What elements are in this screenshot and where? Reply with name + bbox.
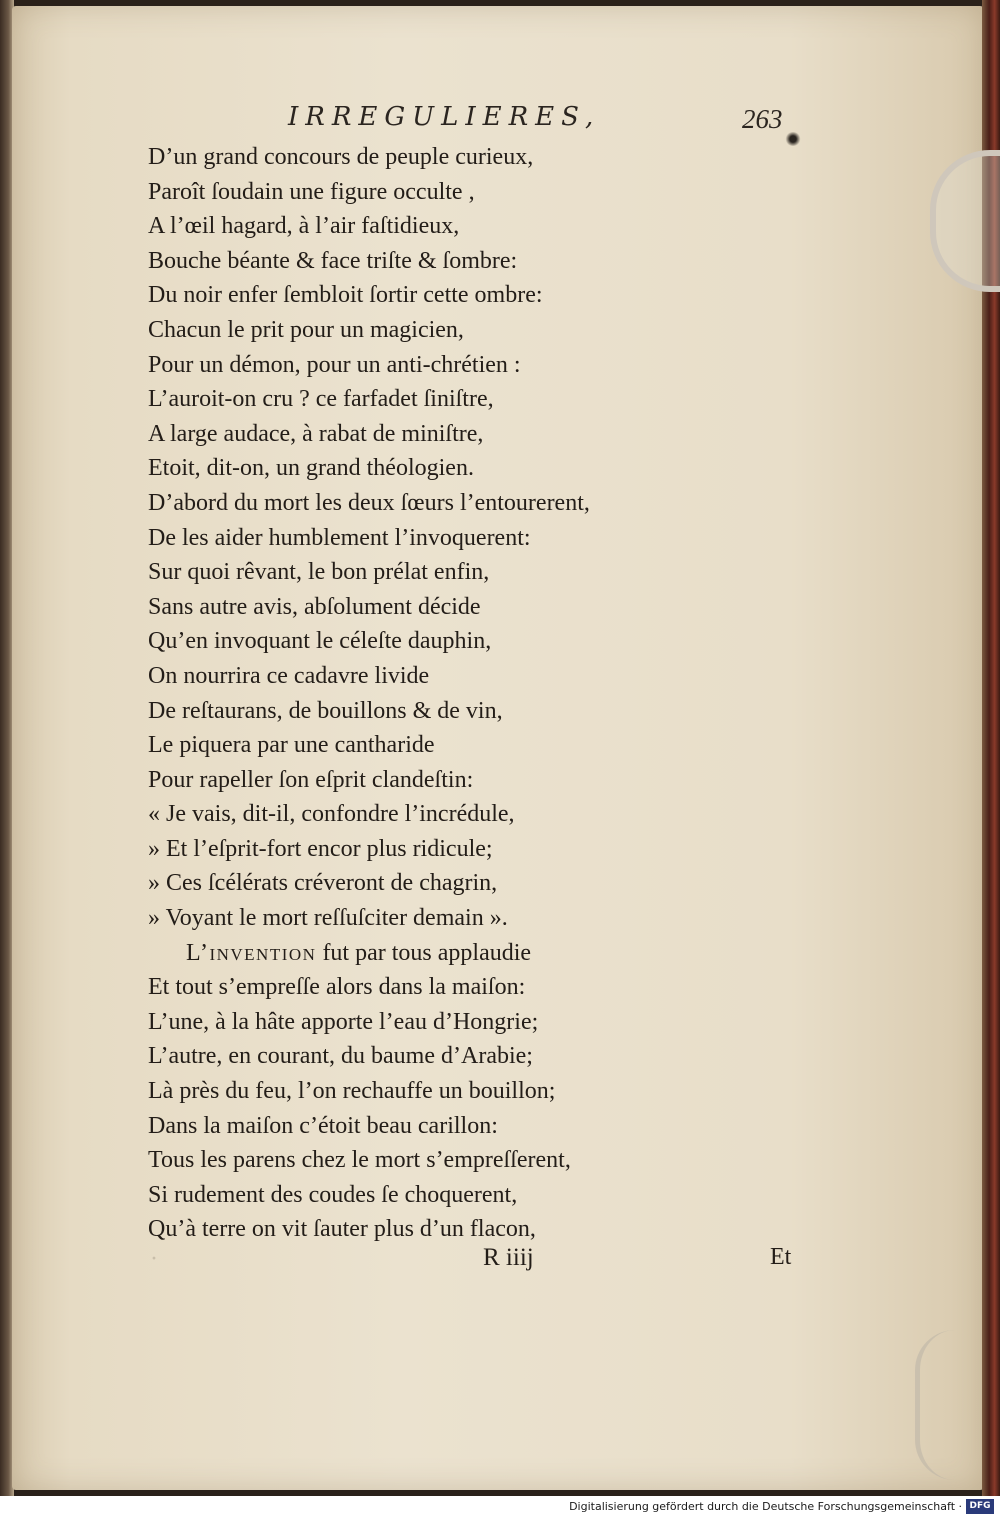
verse-line: Et tout s’empreſſe alors dans la maiſon: xyxy=(148,974,526,1001)
running-head: IRREGULIERES, xyxy=(288,102,601,132)
dfg-logo: DFG xyxy=(966,1499,994,1514)
verse-line: Etoit, dit-on, un grand théologien. xyxy=(148,455,474,482)
verse-line: Qu’en invoquant le céleſte dauphin, xyxy=(148,628,492,655)
verse-line: » Ces ſcélérats créveront de chagrin, xyxy=(148,870,498,897)
verse-line: On nourrira ce cadavre livide xyxy=(148,662,430,689)
verse-line: Dans la maiſon c’étoit beau carillon: xyxy=(148,1112,498,1139)
verse-line: L’auroit-on cru ? ce farfadet ſiniſtre, xyxy=(148,386,494,413)
verse-line: Si rudement des coudes ſe choquerent, xyxy=(148,1181,518,1208)
verse-line: « Je vais, dit-il, confondre l’incrédule, xyxy=(148,801,515,828)
verse-line-paragraph-start xyxy=(148,936,708,971)
verse-line: Sans autre avis, abſolument décide xyxy=(148,593,481,620)
page-number: 263 xyxy=(742,104,783,134)
verse-line: Bouche béante & face triſte & ſombre: xyxy=(148,247,518,274)
verse-line: Qu’à terre on vit ſauter plus d’un flacon, xyxy=(148,1216,536,1243)
verse-line: Pour un démon, pour un anti-chrétien : xyxy=(148,351,521,378)
verse-line: Le piquera par une cantharide xyxy=(148,732,435,759)
verse-line: » Voyant le mort reſſuſciter demain ». xyxy=(148,905,508,932)
verse-line: Pour rapeller ſon eſprit clandeſtin: xyxy=(148,766,474,793)
catchword: Et xyxy=(770,1244,792,1270)
verse-block xyxy=(148,140,708,1247)
verse-line: D’abord du mort les deux ſœurs l’entourerent, xyxy=(148,489,590,516)
verse-line: Là près du feu, l’on rechauffe un bouillon; xyxy=(148,1078,556,1105)
digitization-footer xyxy=(0,1496,1000,1519)
verse-line: Tous les parens chez le mort s’empreſſerent, xyxy=(148,1147,571,1174)
invention-word: L’invention xyxy=(186,939,317,966)
show-through-mark: · xyxy=(150,1246,158,1272)
verse-line: Chacun le prit pour un magicien, xyxy=(148,316,464,343)
verse-line: Du noir enfer ſembloit ſortir cette ombre: xyxy=(148,282,543,309)
verse-line: D’un grand concours de peuple curieux, xyxy=(148,144,534,170)
verse-line: De les aider humblement l’invoquerent: xyxy=(148,524,531,551)
ink-stain xyxy=(785,132,801,146)
signature-mark: R iiij xyxy=(483,1244,534,1271)
verse-line: » Et l’eſprit-fort encor plus ridicule; xyxy=(148,835,493,862)
verse-line: A large audace, à rabat de miniſtre, xyxy=(148,420,484,447)
verse-line: L’autre, en courant, du baume d’Arabie; xyxy=(148,1043,533,1070)
verse-line: De reſtaurans, de bouillons & de vin, xyxy=(148,697,503,724)
verse-line: L’une, à la hâte apporte l’eau d’Hongrie; xyxy=(148,1008,539,1035)
page-clip-bottom xyxy=(915,1330,990,1480)
footer-credit: Digitalisierung gefördert durch die Deutsche Forschungsgemeinschaft · xyxy=(569,1500,962,1513)
verse-line: Sur quoi rêvant, le bon prélat enfin, xyxy=(148,559,490,586)
verse-line: Paroît ſoudain une figure occulte , xyxy=(148,178,475,205)
verse-line-rest: fut par tous applaudie xyxy=(322,939,532,966)
verse-line: A l’œil hagard, à l’air faſtidieux, xyxy=(148,213,460,240)
